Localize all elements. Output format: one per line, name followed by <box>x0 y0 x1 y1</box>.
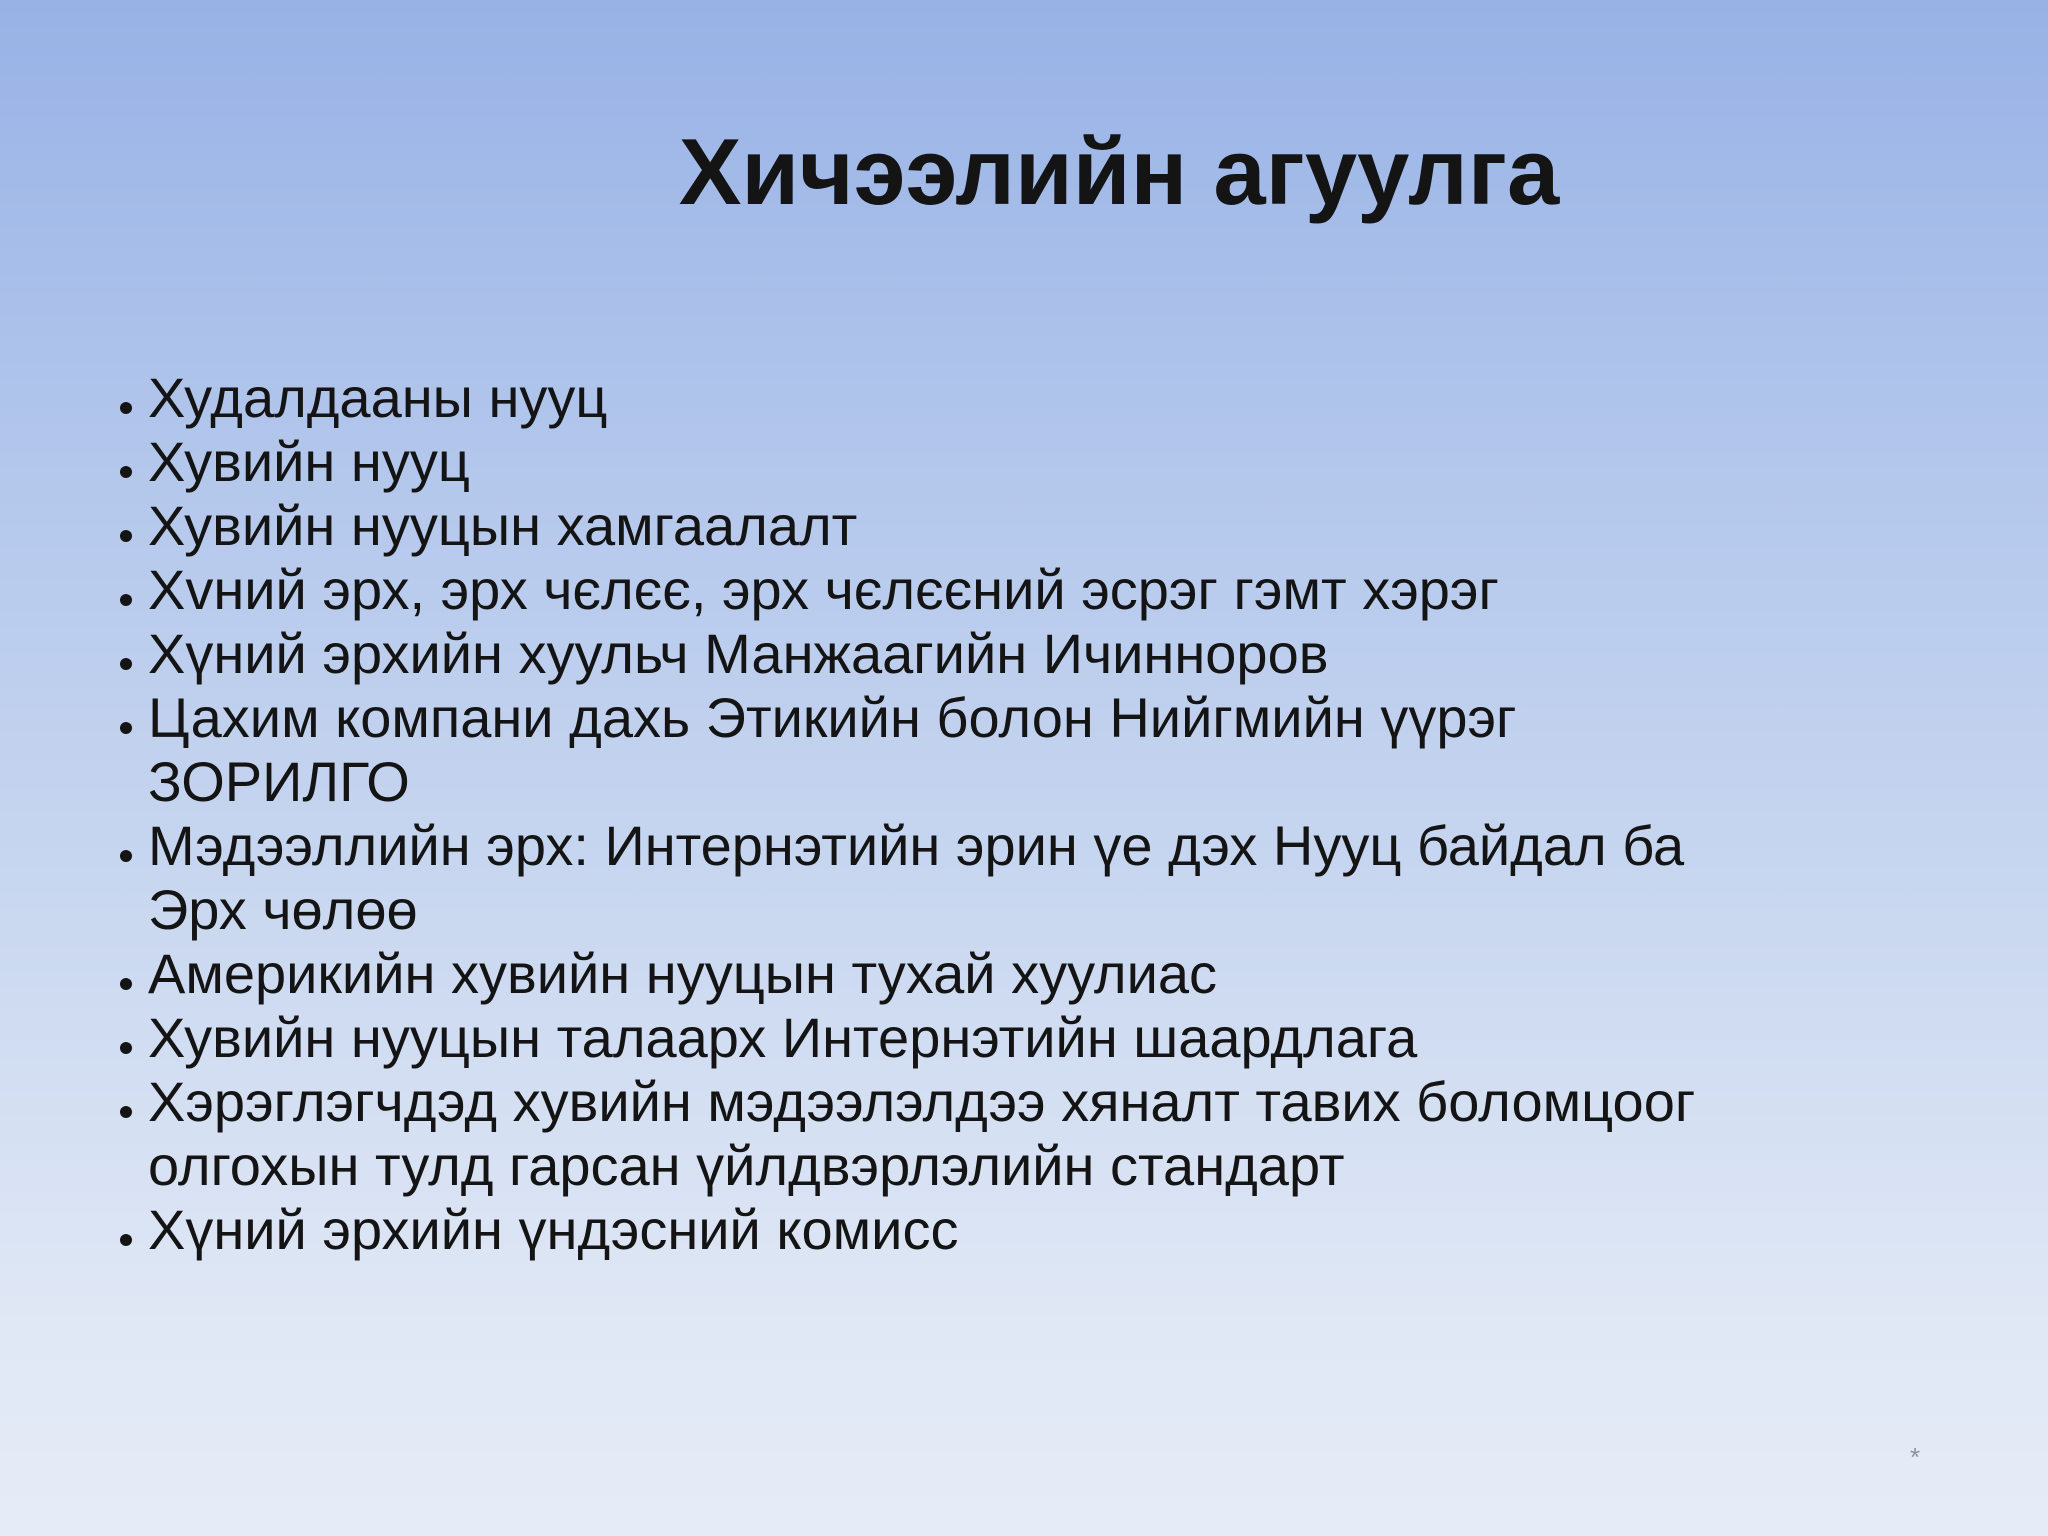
list-item <box>114 942 1954 1006</box>
bullet-icon <box>120 1042 132 1054</box>
bullet-icon <box>120 466 132 478</box>
bullet-icon <box>120 530 132 542</box>
list-item <box>114 1070 1954 1198</box>
list-item-text: Хүний эрхийн үндэсний комисс <box>148 1198 959 1261</box>
list-item-text: Америкийн хувийн нууцын тухай хуулиас <box>148 942 1218 1005</box>
bullet-icon <box>120 978 132 990</box>
list-item-text: Хvний эрх, эрх чєлєє, эрх чєлєєний эсрэг гэмт хэрэг <box>148 558 1499 621</box>
slide-title: Хичээлийн агуулга <box>678 119 1560 224</box>
list-item <box>114 1198 1954 1262</box>
list-item <box>114 494 1954 558</box>
footer-mark: * <box>1910 1442 1921 1472</box>
bullet-icon <box>120 1106 132 1118</box>
bullet-icon <box>120 1234 132 1246</box>
bullet-icon <box>120 402 132 414</box>
list-item-text: Мэдээллийн эрх: Интернэтийн эрин үе дэх Нууц байдал ба Эрх чөлөө <box>148 814 1685 941</box>
content-list <box>114 366 1954 1262</box>
list-item <box>114 622 1954 686</box>
list-item <box>114 814 1954 942</box>
list-item <box>114 686 1954 814</box>
bullet-icon <box>120 850 132 862</box>
list-item-text: Хувийн нууцын талаарх Интернэтийн шаардлага <box>148 1006 1418 1069</box>
bullet-icon <box>120 594 132 606</box>
list-item <box>114 1006 1954 1070</box>
bullet-icon <box>120 658 132 670</box>
list-item-text: Худалдааны нууц <box>148 366 608 429</box>
list-item <box>114 558 1954 622</box>
list-item <box>114 430 1954 494</box>
list-item-text: Хэрэглэгчдэд хувийн мэдээлэлдээ хяналт тавих боломцоог олгохын тулд гарсан үйлдвэрлэлийн стандарт <box>148 1070 1696 1197</box>
list-item-text: Хувийн нууц <box>148 430 470 493</box>
list-item <box>114 366 1954 430</box>
list-item-text: Хувийн нууцын хамгаалалт <box>148 494 858 557</box>
list-item-text: Цахим компани дахь Этикийн болон Нийгмийн үүрэг ЗОРИЛГО <box>148 686 1517 813</box>
list-item-text: Хүний эрхийн хуульч Манжаагийн Ичинноров <box>148 622 1329 685</box>
bullet-icon <box>120 722 132 734</box>
